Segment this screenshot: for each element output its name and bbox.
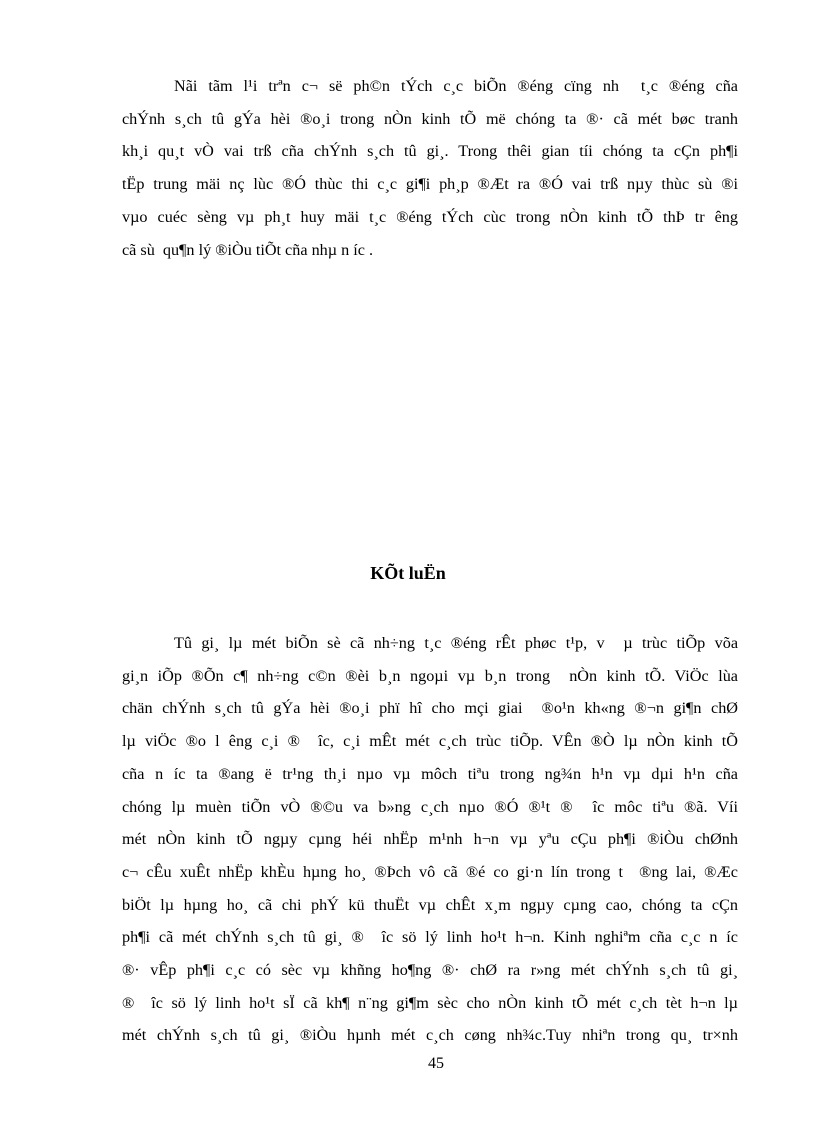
paragraph-line: Tû gi¸ lµ mét biÕn sè cã nh÷ng t¸c ®éng rÊt phøc t¹p, v µ trùc tiÕp võa	[174, 634, 738, 652]
paragraph-line: chÝnh s¸ch tû gÝa hèi ®o¸i trong nÒn kinh tÕ më chóng ta ®· cã mét bøc tranh	[122, 109, 738, 128]
paragraph-line: vµo cuéc sèng vµ ph¸t huy mäi t¸c ®éng tÝch cùc trong nÒn kinh tÕ thÞ tr êng	[122, 207, 738, 226]
paragraph-line: gi¸n iÕp ®Õn c¶ nh÷ng c©n ®èi b¸n ngoµi vµ b¸n trong nÒn kinh tÕ. ViÖc lùa	[122, 666, 738, 685]
paragraph-line: chän chÝnh s¸ch tû gÝa hèi ®o¸i phï hî cho mçi giai ®o¹n kh«ng ®¬n gi¶n chØ	[122, 699, 738, 718]
paragraph-line: Nãi tãm l¹i trªn c¬ së ph©n tÝch c¸c biÕn ®éng cïng nh t¸c ®éng cña	[174, 77, 738, 95]
paragraph-line: tËp trung mäi nç lùc ®Ó thùc thi c¸c gi¶i ph¸p ®Æt ra ®Ó vai trß nµy thùc sù ®i	[122, 175, 738, 194]
paragraph-line: ph¶i cã mét chÝnh s¸ch tû gi¸ ® îc sö lý linh ho¹t h¬n. Kinh nghiªm cña c¸c n íc	[122, 928, 738, 947]
page-number: 45	[428, 1055, 444, 1072]
paragraph-line: mét nÒn kinh tÕ ngµy cµng héi nhËp m¹nh h¬n vµ yªu cÇu ph¶i ®iÒu chØnh	[122, 830, 738, 849]
section-heading: KÕt luËn	[370, 563, 446, 583]
summary-paragraph	[122, 70, 738, 266]
paragraph-line: lµ viÖc ®o l êng c¸i ® îc, c¸i mÊt mét c¸ch trùc tiÕp. VÊn ®Ò lµ nÒn kinh tÕ	[122, 732, 738, 751]
paragraph-line: kh¸i qu¸t vÒ vai trß cña chÝnh s¸ch tû gi¸. Trong thêi gian tíi chóng ta cÇn ph¶i	[122, 142, 738, 161]
paragraph-line: chóng lµ muèn tiÕn vÒ ®©u va b»ng c¸ch nµo ®Ó ®¹t ® îc môc tiªu ®ã. Víi	[122, 797, 738, 816]
paragraph-line: ®· vÊp ph¶i c¸c có sèc vµ khñng ho¶ng ®· chØ ra r»ng mét chÝnh s¸ch tû gi¸	[122, 961, 738, 980]
paragraph-line: c¬ cÊu xuÊt nhËp khÈu hµng ho¸ ®Þch vô cã ®é co gi·n lín trong t ®ng lai, ®Æc	[122, 862, 738, 881]
paragraph-line: cña n íc ta ®ang ë tr¹ng th¸i nµo vµ môch tiªu trong ng¾n h¹n vµ dµi h¹n cña	[122, 764, 738, 783]
paragraph-line: ® îc sö lý linh ho¹t sÏ cã kh¶ n¨ng gi¶m sèc cho nÒn kinh tÕ mét c¸ch tèt h¬n lµ	[122, 993, 738, 1012]
paragraph-line: mét chÝnh s¸ch tû gi¸ ®iÒu hµnh mét c¸ch cøng nh¾c.Tuy nhiªn trong qu¸ tr×nh	[122, 1026, 738, 1045]
conclusion-paragraph	[122, 627, 738, 1052]
paragraph-line: cã sù qu¶n lý ®iÒu tiÕt cña nhµ n íc .	[122, 240, 374, 259]
paragraph-line: biÖt lµ hµng ho¸ cã chi phÝ kü thuËt vµ chÊt x¸m ngµy cµng cao, chóng ta cÇn	[122, 895, 738, 914]
